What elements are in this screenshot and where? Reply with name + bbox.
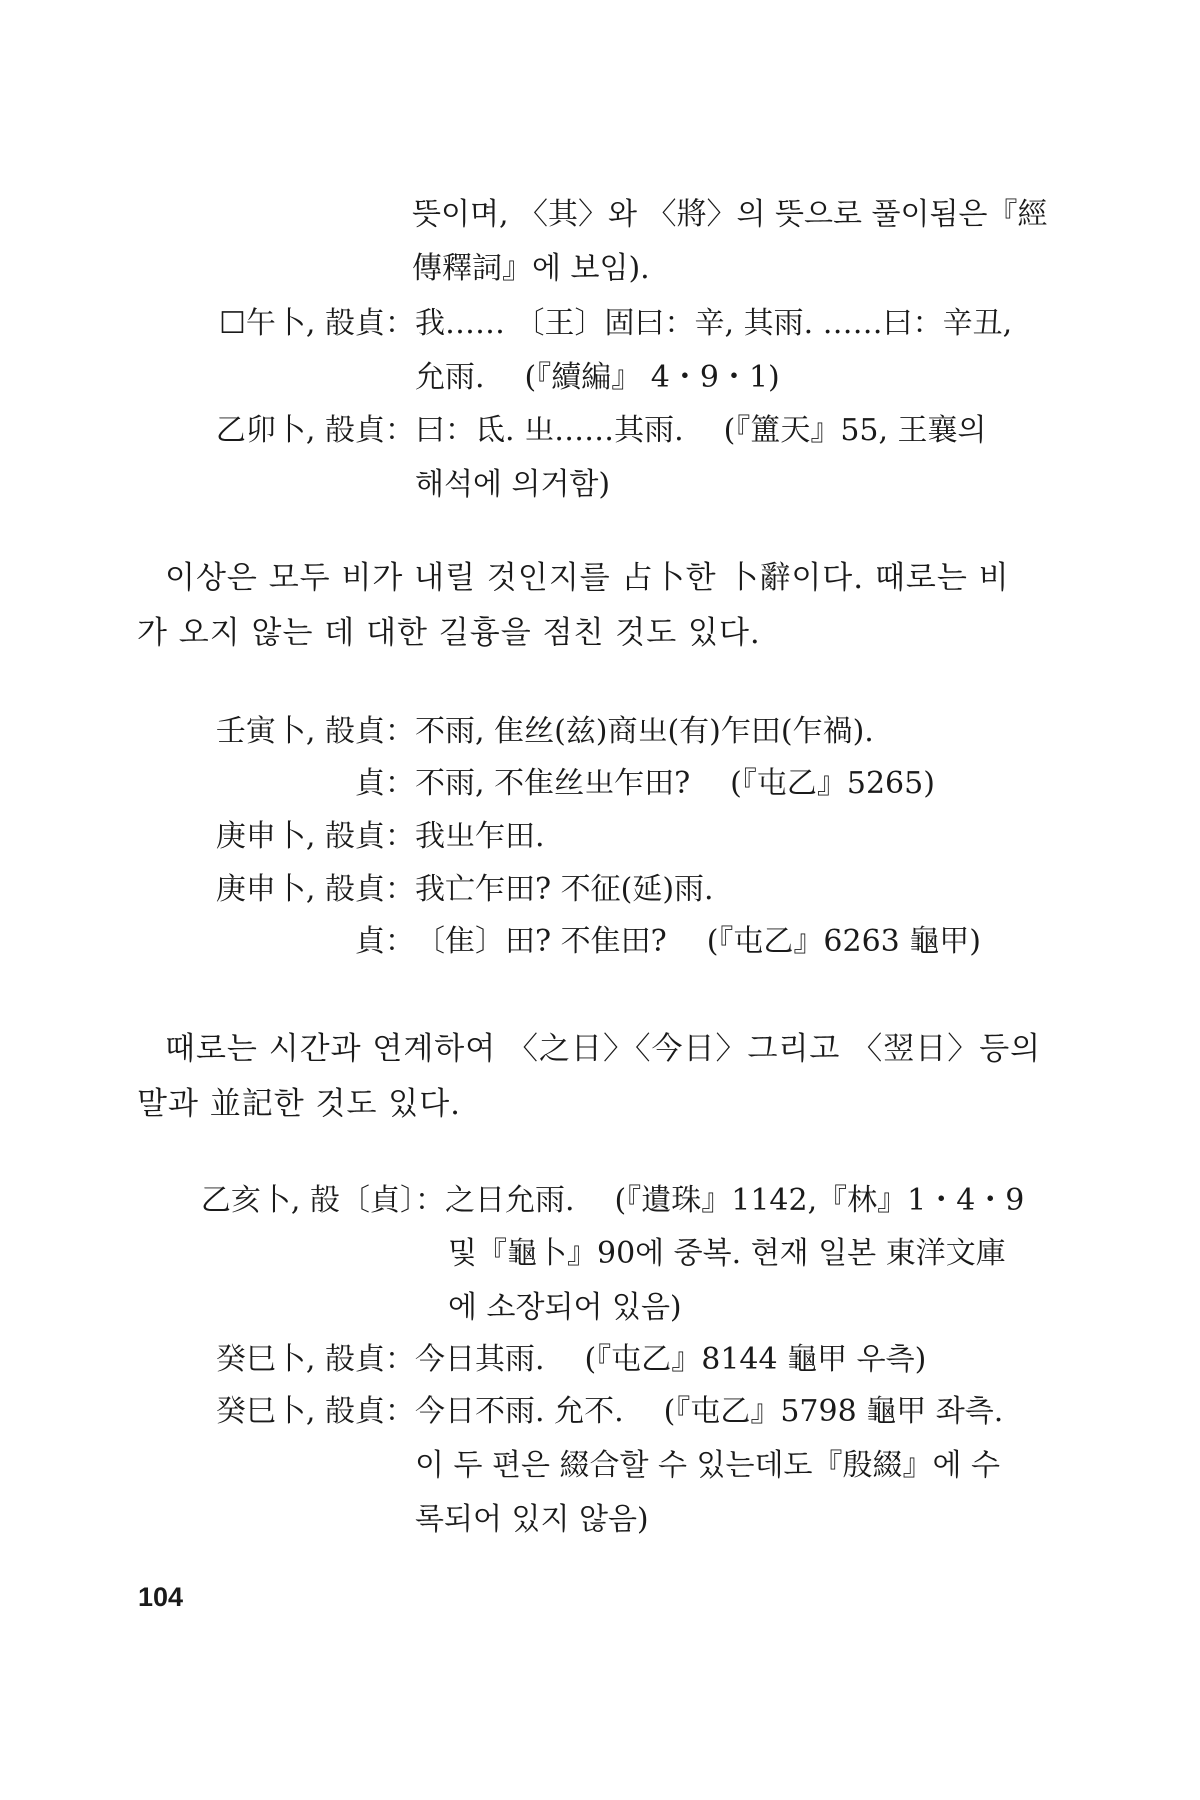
entry-citation: (『簠天』55, 王襄의 [723,413,987,448]
inscription-entry [160,869,714,911]
entry-text: 今日其雨. [415,1342,545,1377]
entry-citation: (『遺珠』1142,『林』1・4・9 [614,1183,1025,1218]
entry-text: 我㞢乍田. [415,819,545,854]
entry-prefix: 庚申卜, 㱿貞： [215,819,415,854]
entry-prefix: 癸巳卜, 㱿貞： [215,1394,415,1429]
inscription-entry [160,816,545,858]
inscription-entry-cont: 록되어 있지 않음) [415,1502,649,1537]
inscription-entry-cont: 해석에 의거함) [415,467,611,502]
inscription-entry-cont: 이 두 편은 綴合할 수 있는데도『殷綴』에 수 [415,1448,1000,1483]
entry-prefix: 乙卯卜, 㱿貞： [215,413,415,448]
inscription-entry-cont: 및『龜卜』90에 중복. 현재 일본 東洋文庫 [448,1236,1006,1271]
entry-text: 今日不雨. 允不. [415,1394,624,1429]
entry-text: 曰：氐. 㞢……其雨. [415,413,684,448]
inscription-entry [160,763,935,805]
inscription-entry [160,1391,1003,1433]
entry-text: 我…… 〔王〕固曰：辛, 其雨. ……曰：辛丑, [415,306,1013,341]
page-number: 104 [138,1582,184,1612]
inscription-entry [160,1180,1024,1222]
entry-citation: (『續編』 4・9・1) [524,360,780,395]
body-paragraph-line: 가 오지 않는 데 대한 길흉을 점친 것도 있다. [137,615,761,651]
entry-citation: (『屯乙』8144 龜甲 우측) [584,1342,927,1377]
entry-prefix: 壬寅卜, 㱿貞： [215,714,415,749]
entry-citation: (『屯乙』5265) [730,766,935,801]
body-paragraph-line: 말과 並記한 것도 있다. [137,1086,462,1122]
entry-citation: (『屯乙』5798 龜甲 좌측. [663,1394,1004,1429]
inscription-entry-cont [415,357,780,399]
inscription-entry [160,1339,926,1381]
entry-prefix: 癸巳卜, 㱿貞： [215,1342,415,1377]
entry-text: 不雨, 隹丝(兹)商㞢(有)乍田(乍禍). [415,714,874,749]
continuation-line-2: 傳釋詞』에 보임). [412,251,650,286]
inscription-entry [160,921,981,963]
entry-prefix: 庚申卜, 㱿貞： [215,872,415,907]
entry-text: 之日允雨. [445,1183,575,1218]
inscription-entry [160,303,1012,345]
body-paragraph-line: 이상은 모두 비가 내릴 것인지를 占卜한 卜辭이다. 때로는 비 [165,560,1010,596]
inscription-entry [160,711,874,753]
entry-prefix: 貞： [355,924,415,959]
entry-citation: (『屯乙』6263 龜甲) [706,924,982,959]
entry-text: 允雨. [415,360,485,395]
continuation-line-1: 뜻이며, 〈其〉와 〈將〉의 뜻으로 풀이됨은『經 [412,197,1048,232]
inscription-entry [160,410,987,452]
body-paragraph-line: 때로는 시간과 연계하여 〈之日〉〈今日〉그리고 〈翌日〉등의 [165,1031,1042,1067]
entry-text: 我亡乍田? 不征(延)雨. [415,872,714,907]
entry-prefix: 乙亥卜, 㱿〔貞〕： [200,1183,445,1218]
entry-prefix: 貞： [355,766,415,801]
entry-text: 〔隹〕田? 不隹田? [415,924,667,959]
entry-text: 不雨, 不隹丝㞢乍田? [415,766,691,801]
inscription-entry-cont: 에 소장되어 있음) [448,1290,682,1325]
entry-prefix: ☐午卜, 㱿貞： [219,306,415,341]
